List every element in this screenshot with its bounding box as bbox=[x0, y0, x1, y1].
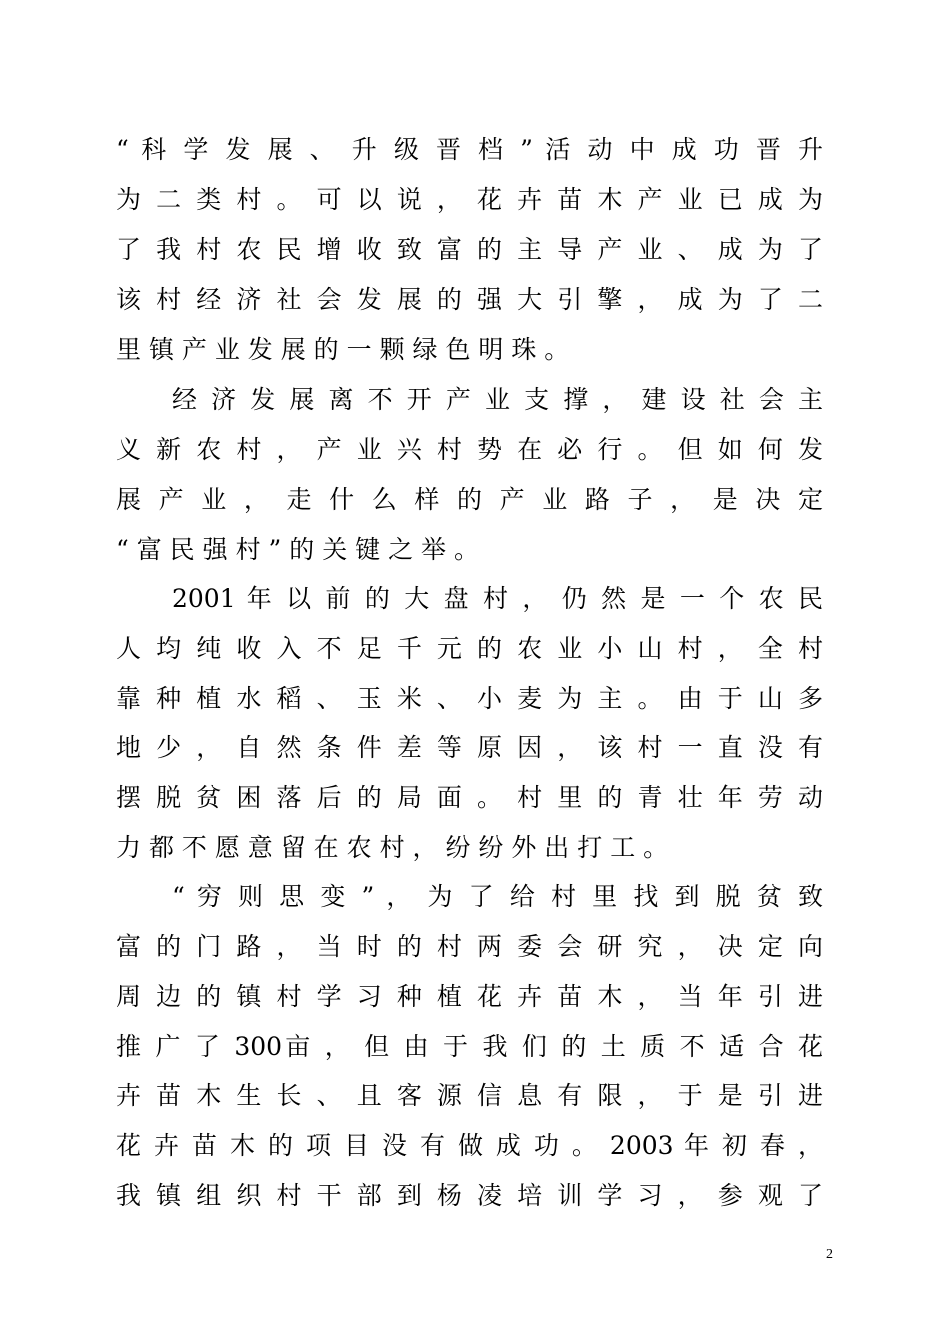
paragraph-first-line: “ 穷 则 思 变 ” ， 为 了 给 村 里 找 到 脱 贫 致 bbox=[172, 882, 823, 911]
text-line: 地 少 ， 自 然 条 件 差 等 原 因 ， 该 村 一 直 没 有 bbox=[116, 733, 823, 762]
text-line: 人 均 纯 收 入 不 足 千 元 的 农 业 小 山 村 ， 全 村 bbox=[116, 634, 823, 663]
text-line: 为 二 类 村 。 可 以 说 ， 花 卉 苗 木 产 业 已 成 为 bbox=[116, 185, 823, 214]
text-line: 里 镇 产 业 发 展 的 一 颗 绿 色 明 珠 。 bbox=[116, 335, 570, 364]
text-line: 义 新 农 村 ， 产 业 兴 村 势 在 必 行 。 但 如 何 发 bbox=[116, 435, 823, 464]
text-line: 我 镇 组 织 村 干 部 到 杨 凌 培 训 学 习 ， 参 观 了 bbox=[116, 1181, 823, 1210]
text-line: “ 富 民 强 村 ” 的 关 键 之 举 。 bbox=[116, 535, 479, 564]
text-line: 周 边 的 镇 村 学 习 种 植 花 卉 苗 木 ， 当 年 引 进 bbox=[116, 982, 823, 1011]
text-line: 卉 苗 木 生 长 、 且 客 源 信 息 有 限 ， 于 是 引 进 bbox=[116, 1081, 823, 1110]
page-number: 2 bbox=[826, 1247, 833, 1262]
paragraph-first-line: 经 济 发 展 离 不 开 产 业 支 撑 ， 建 设 社 会 主 bbox=[172, 385, 823, 414]
text-line: 该 村 经 济 社 会 发 展 的 强 大 引 擎 ， 成 为 了 二 bbox=[116, 285, 823, 314]
text-line: 了 我 村 农 民 增 收 致 富 的 主 导 产 业 、 成 为 了 bbox=[116, 235, 823, 264]
text-line: 富 的 门 路 ， 当 时 的 村 两 委 会 研 究 ， 决 定 向 bbox=[116, 932, 823, 961]
paragraph-first-line: 2001 年 以 前 的 大 盘 村 ， 仍 然 是 一 个 农 民 bbox=[172, 584, 823, 613]
text-line: 推 广 了 300亩 ， 但 由 于 我 们 的 土 质 不 适 合 花 bbox=[116, 1032, 823, 1061]
text-line: 花 卉 苗 木 的 项 目 没 有 做 成 功 。 2003 年 初 春 ， bbox=[116, 1131, 823, 1160]
text-line: 靠 种 植 水 稻 、 玉 米 、 小 麦 为 主 。 由 于 山 多 bbox=[116, 684, 823, 713]
text-line: 力 都 不 愿 意 留 在 农 村 ， 纷 纷 外 出 打 工 。 bbox=[116, 833, 669, 862]
text-line: 展 产 业 ， 走 什 么 样 的 产 业 路 子 ， 是 决 定 bbox=[116, 485, 823, 514]
text-line: 摆 脱 贫 困 落 后 的 局 面 。 村 里 的 青 壮 年 劳 动 bbox=[116, 783, 823, 812]
text-line: “ 科 学 发 展 、 升 级 晋 档 ” 活 动 中 成 功 晋 升 bbox=[116, 135, 823, 164]
